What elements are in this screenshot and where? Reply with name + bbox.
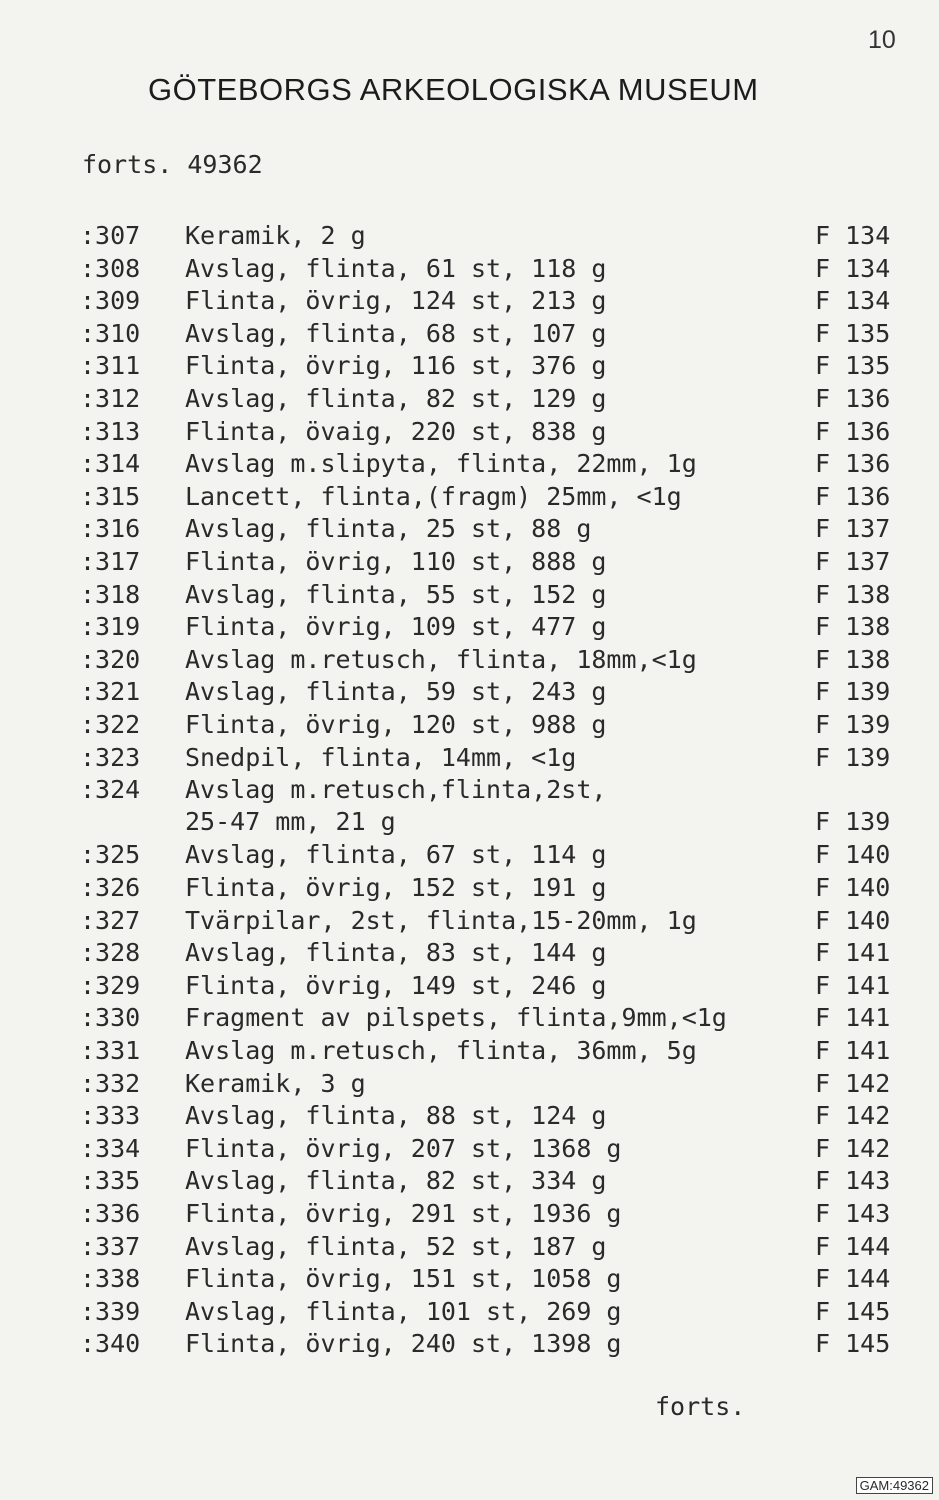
catalog-number: :309 [80,286,141,316]
catalog-number: :311 [80,351,141,381]
catalog-description: Fragment av pilspets, flinta,9mm,<1g [185,1003,727,1033]
catalog-description: Lancett, flinta,(fragm) 25mm, <1g [185,481,682,511]
catalog-description: Flinta, övrig, 207 st, 1368 g [185,1133,622,1163]
catalog-row [0,1198,939,1230]
catalog-row [0,1328,939,1360]
catalog-number: :314 [80,449,141,479]
catalog-description: Flinta, övrig, 120 st, 988 g [185,710,607,739]
catalog-number: :336 [80,1199,141,1228]
catalog-description: Flinta, övrig, 240 st, 1398 g [185,1329,622,1359]
catalog-row [0,1165,939,1197]
catalog-number: :321 [80,677,141,707]
catalog-number: :318 [80,579,141,609]
catalog-number: :322 [80,710,141,739]
catalog-row [0,742,939,774]
catalog-description: Avslag, flinta, 101 st, 269 g [185,1296,622,1326]
catalog-row [0,481,939,513]
catalog-reference: F 135 [815,318,891,348]
catalog-row [0,839,939,871]
catalog-number: :329 [80,970,141,1000]
catalog-description: Avslag m.retusch,flinta,2st, [185,775,607,805]
catalog-number: :316 [80,514,141,544]
catalog-reference: F 143 [815,1199,891,1228]
catalog-description: Keramik, 3 g [185,1068,366,1098]
catalog-number: :320 [80,644,141,674]
catalog-description: Avslag m.retusch, flinta, 18mm,<1g [185,644,697,674]
catalog-row [0,774,939,838]
museum-heading: GÖTEBORGS ARKEOLOGISKA MUSEUM [148,72,759,107]
catalog-row [0,1035,939,1067]
catalog-reference: F 136 [815,416,891,446]
catalog-row [0,1231,939,1263]
catalog-reference: F 136 [815,384,891,413]
catalog-reference: F 136 [815,449,891,479]
catalog-description: Flinta, övrig, 152 st, 191 g [185,873,607,902]
catalog-row [0,350,939,382]
catalog-row [0,416,939,448]
catalog-reference: F 142 [815,1068,891,1098]
catalog-row [0,872,939,904]
catalog-description: Flinta, övrig, 291 st, 1936 g [185,1199,622,1228]
catalog-reference: F 139 [815,677,891,707]
catalog-number: :333 [80,1101,141,1131]
catalog-number: :315 [80,481,141,511]
catalog-description: Avslag, flinta, 59 st, 243 g [185,677,607,707]
catalog-row [0,676,939,708]
catalog-row [0,448,939,480]
catalog-description: Flinta, övaig, 220 st, 838 g [185,416,607,446]
catalog-number: :338 [80,1264,141,1294]
catalog-reference: F 144 [815,1231,891,1261]
catalog-number: :319 [80,612,141,642]
catalog-reference: F 141 [815,938,891,968]
catalog-description: Flinta, övrig, 151 st, 1058 g [185,1264,622,1294]
catalog-reference: F 145 [815,1296,891,1326]
catalog-row [0,546,939,578]
catalog-description: Flinta, övrig, 110 st, 888 g [185,547,607,576]
catalog-reference: F 136 [815,481,891,511]
catalog-number: :310 [80,318,141,348]
catalog-number: :337 [80,1231,141,1261]
catalog-number: :335 [80,1166,141,1196]
catalog-row [0,579,939,611]
catalog-number: :307 [80,221,141,250]
catalog-row [0,318,939,350]
catalog-number: :317 [80,547,141,576]
catalog-row [0,1263,939,1295]
catalog-row [0,1100,939,1132]
catalog-number: :312 [80,384,141,413]
catalog-description: Flinta, övrig, 149 st, 246 g [185,970,607,1000]
catalog-reference: F 134 [815,286,891,316]
catalog-number: :328 [80,938,141,968]
catalog-row [0,970,939,1002]
catalog-reference: F 141 [815,1003,891,1033]
catalog-description: Avslag, flinta, 88 st, 124 g [185,1101,607,1131]
catalog-description: Flinta, övrig, 109 st, 477 g [185,612,607,642]
page-number: 10 [868,26,896,54]
catalog-description: Flinta, övrig, 124 st, 213 g [185,286,607,316]
catalog-description: Avslag m.retusch, flinta, 36mm, 5g [185,1036,697,1065]
catalog-row [0,285,939,317]
catalog-reference: F 134 [815,221,891,250]
catalog-number: :326 [80,873,141,902]
catalog-number: :334 [80,1133,141,1163]
catalog-reference: F 142 [815,1101,891,1131]
catalog-reference: F 137 [815,514,891,544]
catalog-row [0,220,939,252]
catalog-row [0,383,939,415]
catalog-number: :313 [80,416,141,446]
catalog-reference: F 142 [815,1133,891,1163]
catalog-row [0,1068,939,1100]
catalog-row [0,513,939,545]
catalog-row [0,905,939,937]
catalog-description: Avslag, flinta, 82 st, 334 g [185,1166,607,1196]
catalog-reference: F 137 [815,547,891,576]
catalog-reference: F 140 [815,873,891,902]
catalog-description: Avslag, flinta, 67 st, 114 g [185,840,607,870]
catalog-reference: F 144 [815,1264,891,1294]
catalog-description: Avslag m.slipyta, flinta, 22mm, 1g [185,449,697,479]
catalog-description: Avslag, flinta, 61 st, 118 g [185,253,607,283]
catalog-description: Avslag, flinta, 25 st, 88 g [185,514,592,544]
catalog-description-continued: 25-47 mm, 21 g [185,807,396,837]
catalog-reference: F 145 [815,1329,891,1359]
catalog-row [0,937,939,969]
catalog-number: :330 [80,1003,141,1033]
catalog-reference: F 135 [815,351,891,381]
catalog-reference: F 139 [815,710,891,739]
catalog-description: Avslag, flinta, 68 st, 107 g [185,318,607,348]
catalog-reference: F 143 [815,1166,891,1196]
catalog-number: :331 [80,1036,141,1065]
catalog-description: Tvärpilar, 2st, flinta,15-20mm, 1g [185,905,697,935]
catalog-reference: F 141 [815,970,891,1000]
catalog-number: :324 [80,775,141,805]
catalog-reference: F 139 [815,807,891,837]
catalog-row [0,253,939,285]
catalog-reference: F 140 [815,840,891,870]
catalog-number: :339 [80,1296,141,1326]
catalog-number: :327 [80,905,141,935]
catalog-reference: F 138 [815,579,891,609]
catalog-row [0,1002,939,1034]
catalog-reference: F 140 [815,905,891,935]
catalog-row [0,1133,939,1165]
continuation-footer: forts. [655,1392,746,1421]
catalog-number: :325 [80,840,141,870]
catalog-description: Avslag, flinta, 82 st, 129 g [185,384,607,413]
catalog-number: :340 [80,1329,141,1359]
catalog-reference: F 139 [815,742,891,772]
catalog-reference: F 134 [815,253,891,283]
catalog-reference: F 138 [815,644,891,674]
catalog-number: :308 [80,253,141,283]
catalog-reference: F 141 [815,1036,891,1065]
catalog-number: :323 [80,742,141,772]
catalog-row [0,644,939,676]
catalog-description: Avslag, flinta, 83 st, 144 g [185,938,607,968]
catalog-description: Avslag, flinta, 52 st, 187 g [185,1231,607,1261]
catalog-row [0,709,939,741]
catalog-description: Snedpil, flinta, 14mm, <1g [185,742,577,772]
catalog-number: :332 [80,1068,141,1098]
continuation-header: forts. 49362 [82,150,263,179]
catalog-row [0,1296,939,1328]
catalog-row [0,611,939,643]
archive-stamp: GAM:49362 [856,1477,933,1494]
catalog-description: Keramik, 2 g [185,221,366,250]
catalog-reference: F 138 [815,612,891,642]
catalog-description: Flinta, övrig, 116 st, 376 g [185,351,607,381]
catalog-description: Avslag, flinta, 55 st, 152 g [185,579,607,609]
